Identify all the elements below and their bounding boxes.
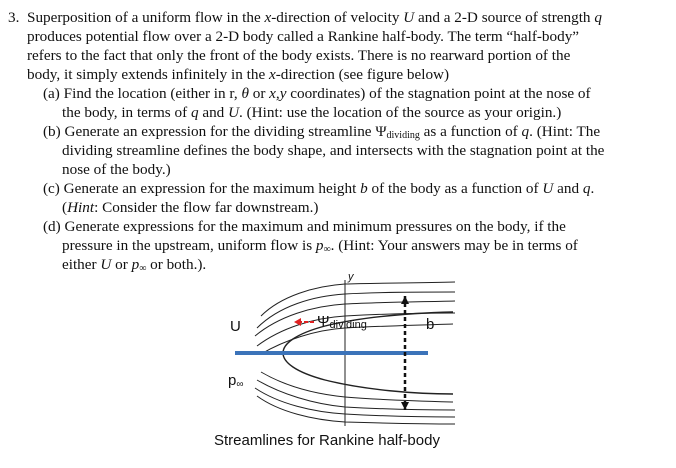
lower-streamlines [255, 372, 455, 424]
streamline [261, 282, 455, 316]
label-b: b [426, 316, 435, 333]
intro-line-3: refers to the fact that only the front of the body exists. There is no rearward portion of the [27, 47, 571, 64]
label-y: y [348, 271, 354, 283]
intro-line-2: produces potential flow over a 2-D body called a Rankine half-body. The term “half-body” [27, 28, 580, 45]
rankine-figure [195, 271, 485, 426]
streamline [255, 388, 455, 417]
intro-line-1: Superposition of a uniform flow in the x-direction of velocity U and a 2-D source of strength q [27, 9, 602, 26]
problem-number: 3. [8, 9, 20, 26]
part-d-line-3: either U or $p_\infty$ or both.). [62, 256, 207, 274]
part-a-line-2: the body, in terms of q and U. (Hint: use the location of the source as your origin.) [62, 104, 562, 121]
part-d-line-1: (d) Generate expressions for the maximum and minimum pressures on the body, if the [43, 218, 566, 235]
streamline-diagram [195, 276, 485, 426]
intro-line-4: body, it simply extends infinitely in the x-direction (see figure below) [27, 66, 450, 83]
part-b-line-2: dividing streamline defines the body shape, and intersects with the stagnation point at the [62, 142, 605, 159]
part-c-line-2: (Hint: Consider the flow far downstream.) [62, 199, 319, 216]
part-d-line-2: pressure in the upstream, uniform flow is $p_\infty$. (Hint: Your answers may be in terms of [62, 237, 578, 255]
label-psi-dividing: $\Psi_{dividing}$ [317, 313, 367, 331]
label-U: U [230, 318, 241, 335]
figure-caption: Streamlines for Rankine half-body [214, 432, 440, 449]
height-b-arrow-up [401, 296, 409, 304]
part-a-line-1: (a) Find the location (either in r, θ or x,y coordinates) of the stagnation point at the nose of [43, 85, 591, 102]
part-b-line-3: nose of the body.) [62, 161, 171, 178]
part-c-line-1: (c) Generate an expression for the maximum height b of the body as a function of U and q. [43, 180, 595, 197]
part-b-line-1: (b) Generate an expression for the dividing streamline $\Psi_{dividing}$ as a function of q. (Hint: The [43, 123, 601, 141]
height-b-arrow-down [401, 402, 409, 410]
label-p-infinity: $p_\infty$ [228, 372, 244, 390]
